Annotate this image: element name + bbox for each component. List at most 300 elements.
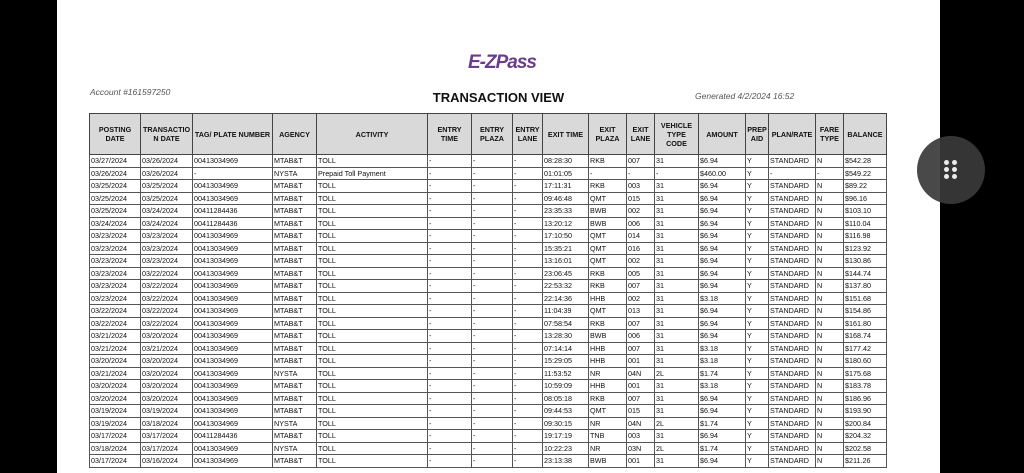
table-cell: - [428, 167, 472, 180]
table-cell: $151.68 [844, 292, 887, 305]
table-cell: MTAB&T [273, 380, 317, 393]
table-cell: STANDARD [769, 280, 816, 293]
generated-timestamp: Generated 4/2/2024 16:52 [695, 91, 795, 101]
table-cell: N [816, 155, 844, 168]
table-cell: 00413034969 [193, 442, 273, 455]
table-cell: STANDARD [769, 267, 816, 280]
table-cell: $6.94 [699, 192, 746, 205]
table-cell: N [816, 192, 844, 205]
table-cell: NYSTA [273, 367, 317, 380]
table-cell: - [472, 217, 513, 230]
table-cell: 11:04:39 [543, 305, 589, 318]
table-cell: 23:13:38 [543, 455, 589, 468]
table-cell: MTAB&T [273, 242, 317, 255]
table-cell: $154.86 [844, 305, 887, 318]
table-cell: - [428, 305, 472, 318]
table-cell: 03/25/2024 [141, 192, 193, 205]
table-cell: 00413034969 [193, 292, 273, 305]
table-cell: $3.18 [699, 292, 746, 305]
table-cell: 03/23/2024 [90, 280, 141, 293]
table-cell: 03/22/2024 [90, 305, 141, 318]
table-cell: - [472, 155, 513, 168]
table-cell: 31 [655, 205, 699, 218]
table-cell: RKB [589, 155, 627, 168]
table-cell: 03/23/2024 [90, 242, 141, 255]
table-cell: 03/21/2024 [90, 330, 141, 343]
table-cell: - [513, 292, 543, 305]
table-cell: - [428, 230, 472, 243]
table-cell: - [428, 280, 472, 293]
table-cell: N [816, 180, 844, 193]
table-cell: 03/22/2024 [141, 305, 193, 318]
table-cell: Y [746, 180, 769, 193]
table-cell: MTAB&T [273, 317, 317, 330]
table-row [90, 180, 887, 193]
column-header: POSTING DATE [90, 114, 141, 155]
table-cell: 09:30:15 [543, 417, 589, 430]
table-cell: MTAB&T [273, 205, 317, 218]
table-cell: - [769, 167, 816, 180]
table-cell: BWB [589, 205, 627, 218]
table-cell: STANDARD [769, 392, 816, 405]
table-cell: STANDARD [769, 342, 816, 355]
table-cell: N [816, 292, 844, 305]
table-cell: $180.60 [844, 355, 887, 368]
table-cell: N [816, 280, 844, 293]
table-cell: 002 [627, 292, 655, 305]
table-cell: $6.94 [699, 155, 746, 168]
table-cell: 31 [655, 392, 699, 405]
table-cell: $211.26 [844, 455, 887, 468]
table-cell: $6.94 [699, 392, 746, 405]
table-cell: 22:53:32 [543, 280, 589, 293]
table-cell: NYSTA [273, 442, 317, 455]
table-cell: 31 [655, 430, 699, 443]
table-cell: - [513, 180, 543, 193]
table-cell: $3.18 [699, 342, 746, 355]
table-row [90, 430, 887, 443]
table-cell: $103.10 [844, 205, 887, 218]
table-cell: QMT [589, 405, 627, 418]
table-cell: - [472, 255, 513, 268]
table-row [90, 442, 887, 455]
table-row [90, 417, 887, 430]
table-cell: 03/20/2024 [141, 355, 193, 368]
table-cell: 31 [655, 342, 699, 355]
table-cell: N [816, 317, 844, 330]
table-cell: N [816, 380, 844, 393]
table-cell: 31 [655, 280, 699, 293]
column-header: EXIT LANE [627, 114, 655, 155]
table-cell: 00413034969 [193, 330, 273, 343]
table-cell: - [472, 430, 513, 443]
table-cell: - [428, 255, 472, 268]
column-header: ENTRY TIME [428, 114, 472, 155]
table-cell: STANDARD [769, 230, 816, 243]
table-cell: $3.18 [699, 380, 746, 393]
table-cell: - [816, 167, 844, 180]
table-cell: RKB [589, 267, 627, 280]
table-cell: - [472, 167, 513, 180]
table-cell: $1.74 [699, 367, 746, 380]
table-cell: 03/21/2024 [141, 342, 193, 355]
table-cell: $6.94 [699, 180, 746, 193]
table-cell: 007 [627, 342, 655, 355]
table-cell: $137.80 [844, 280, 887, 293]
table-cell: TOLL [317, 355, 428, 368]
table-cell: - [513, 430, 543, 443]
table-cell: MTAB&T [273, 192, 317, 205]
table-cell: 11:53:52 [543, 367, 589, 380]
table-cell: 00413034969 [193, 405, 273, 418]
table-cell: TOLL [317, 267, 428, 280]
table-cell: 10:22:23 [543, 442, 589, 455]
column-header: EXIT TIME [543, 114, 589, 155]
table-cell: 03/19/2024 [90, 405, 141, 418]
table-cell: N [816, 205, 844, 218]
table-cell: TOLL [317, 455, 428, 468]
table-row [90, 455, 887, 468]
table-cell: N [816, 230, 844, 243]
table-cell: STANDARD [769, 317, 816, 330]
table-cell: N [816, 442, 844, 455]
table-cell: - [428, 180, 472, 193]
table-cell: Y [746, 342, 769, 355]
table-cell: 03/21/2024 [90, 342, 141, 355]
table-cell: Y [746, 355, 769, 368]
table-cell: TOLL [317, 205, 428, 218]
table-cell: - [513, 267, 543, 280]
table-cell: QMT [589, 305, 627, 318]
table-row [90, 330, 887, 343]
table-cell: N [816, 342, 844, 355]
table-cell: STANDARD [769, 242, 816, 255]
table-cell: - [513, 355, 543, 368]
table-cell: 03/20/2024 [90, 355, 141, 368]
table-cell: 07:14:14 [543, 342, 589, 355]
table-cell: 001 [627, 380, 655, 393]
table-cell: 03/17/2024 [90, 430, 141, 443]
table-cell: 00413034969 [193, 417, 273, 430]
transaction-table [89, 113, 887, 468]
table-cell: - [589, 167, 627, 180]
table-cell: - [472, 242, 513, 255]
table-cell: 08:05:18 [543, 392, 589, 405]
table-cell: - [428, 242, 472, 255]
table-cell: Y [746, 430, 769, 443]
table-cell: $6.94 [699, 205, 746, 218]
column-header: TRANSACTIO N DATE [141, 114, 193, 155]
table-cell: 00411284436 [193, 205, 273, 218]
table-cell: $6.94 [699, 230, 746, 243]
table-cell: NR [589, 367, 627, 380]
table-cell: TOLL [317, 180, 428, 193]
table-row [90, 217, 887, 230]
table-cell: - [513, 317, 543, 330]
table-cell: 003 [627, 430, 655, 443]
table-cell: 31 [655, 242, 699, 255]
table-cell: $549.22 [844, 167, 887, 180]
table-cell: 03/25/2024 [90, 205, 141, 218]
table-cell: 03/20/2024 [141, 330, 193, 343]
table-cell: - [472, 280, 513, 293]
table-cell: 001 [627, 455, 655, 468]
table-cell: MTAB&T [273, 455, 317, 468]
table-cell: RKB [589, 180, 627, 193]
table-cell: HHB [589, 292, 627, 305]
table-cell: HHB [589, 342, 627, 355]
table-cell: RKB [589, 392, 627, 405]
table-cell: - [513, 342, 543, 355]
table-cell: $6.94 [699, 280, 746, 293]
table-cell: - [472, 317, 513, 330]
table-cell: 014 [627, 230, 655, 243]
table-cell: 00413034969 [193, 192, 273, 205]
table-cell: $183.78 [844, 380, 887, 393]
table-cell: 00413034969 [193, 392, 273, 405]
table-row [90, 305, 887, 318]
table-cell: $130.86 [844, 255, 887, 268]
table-cell: MTAB&T [273, 292, 317, 305]
table-cell: - [513, 367, 543, 380]
table-cell: Y [746, 292, 769, 305]
table-cell: Y [746, 405, 769, 418]
table-cell: QMT [589, 255, 627, 268]
table-cell: - [472, 355, 513, 368]
table-cell: 03/17/2024 [141, 430, 193, 443]
table-cell: N [816, 330, 844, 343]
table-cell: Y [746, 192, 769, 205]
table-cell: 15:35:21 [543, 242, 589, 255]
table-cell: - [193, 167, 273, 180]
table-cell: $3.18 [699, 355, 746, 368]
table-cell: 31 [655, 192, 699, 205]
table-cell: 03/17/2024 [141, 442, 193, 455]
table-cell: 2L [655, 367, 699, 380]
table-cell: 03/18/2024 [90, 442, 141, 455]
table-cell: STANDARD [769, 417, 816, 430]
table-cell: 00411284436 [193, 217, 273, 230]
table-cell: 007 [627, 155, 655, 168]
table-cell: 22:14:36 [543, 292, 589, 305]
table-cell: TOLL [317, 280, 428, 293]
table-cell: $123.92 [844, 242, 887, 255]
table-cell: - [428, 417, 472, 430]
ezpass-logo: E-ZPass [468, 52, 536, 73]
table-cell: 03/16/2024 [141, 455, 193, 468]
table-cell: 03/18/2024 [141, 417, 193, 430]
table-cell: QMT [589, 192, 627, 205]
table-cell: $144.74 [844, 267, 887, 280]
table-cell: 003 [627, 180, 655, 193]
column-header: ENTRY LANE [513, 114, 543, 155]
grid-dots-icon[interactable] [917, 136, 985, 204]
table-cell: - [428, 267, 472, 280]
column-header: TAG/ PLATE NUMBER [193, 114, 273, 155]
account-number: Account #161597250 [90, 87, 171, 97]
column-header: AGENCY [273, 114, 317, 155]
table-cell: STANDARD [769, 442, 816, 455]
table-cell: TOLL [317, 155, 428, 168]
table-cell: N [816, 430, 844, 443]
table-cell: TOLL [317, 292, 428, 305]
table-cell: STANDARD [769, 155, 816, 168]
table-cell: 00413034969 [193, 267, 273, 280]
table-cell: 03/23/2024 [141, 242, 193, 255]
table-cell: $200.84 [844, 417, 887, 430]
table-cell: $6.94 [699, 430, 746, 443]
table-cell: - [428, 355, 472, 368]
table-cell: TOLL [317, 442, 428, 455]
table-cell: STANDARD [769, 430, 816, 443]
table-cell: BWB [589, 455, 627, 468]
table-cell: 03/26/2024 [141, 155, 193, 168]
column-header: PREP AID [746, 114, 769, 155]
table-cell: - [472, 380, 513, 393]
table-cell: 2L [655, 417, 699, 430]
table-cell: - [513, 280, 543, 293]
table-cell: N [816, 355, 844, 368]
table-cell: STANDARD [769, 255, 816, 268]
table-cell: Y [746, 280, 769, 293]
table-cell: STANDARD [769, 217, 816, 230]
table-cell: TOLL [317, 317, 428, 330]
table-cell: STANDARD [769, 455, 816, 468]
table-cell: 01:01:05 [543, 167, 589, 180]
table-body [90, 155, 887, 468]
table-cell: MTAB&T [273, 267, 317, 280]
table-cell: $6.94 [699, 405, 746, 418]
table-cell: STANDARD [769, 330, 816, 343]
table-cell: 03/23/2024 [141, 230, 193, 243]
table-cell: N [816, 455, 844, 468]
table-cell: TOLL [317, 405, 428, 418]
table-cell: MTAB&T [273, 280, 317, 293]
table-cell: TOLL [317, 230, 428, 243]
table-cell: 007 [627, 392, 655, 405]
table-cell: 03/21/2024 [90, 367, 141, 380]
table-cell: - [428, 155, 472, 168]
document-page [57, 0, 940, 473]
table-cell: 03/27/2024 [90, 155, 141, 168]
table-cell: 03/22/2024 [141, 267, 193, 280]
table-cell: - [513, 217, 543, 230]
table-cell: 03/20/2024 [141, 367, 193, 380]
table-row [90, 167, 887, 180]
table-cell: 08:28:30 [543, 155, 589, 168]
table-cell: 03/22/2024 [141, 280, 193, 293]
table-cell: N [816, 367, 844, 380]
table-cell: Y [746, 205, 769, 218]
table-cell: Y [746, 305, 769, 318]
table-cell: 23:06:45 [543, 267, 589, 280]
table-cell: 10:59:09 [543, 380, 589, 393]
table-cell: $177.42 [844, 342, 887, 355]
table-cell: MTAB&T [273, 392, 317, 405]
table-cell: 03/25/2024 [90, 192, 141, 205]
table-cell: 005 [627, 267, 655, 280]
table-cell: $542.28 [844, 155, 887, 168]
table-cell: 03/23/2024 [90, 255, 141, 268]
table-cell: - [472, 392, 513, 405]
table-cell: - [428, 330, 472, 343]
table-row [90, 355, 887, 368]
table-cell: $6.94 [699, 317, 746, 330]
table-row [90, 155, 887, 168]
table-cell: $6.94 [699, 267, 746, 280]
table-cell: STANDARD [769, 305, 816, 318]
table-cell: $6.94 [699, 305, 746, 318]
table-cell: Y [746, 217, 769, 230]
table-cell: - [472, 342, 513, 355]
table-cell: N [816, 417, 844, 430]
table-row [90, 192, 887, 205]
table-cell: - [472, 367, 513, 380]
table-cell: 00413034969 [193, 355, 273, 368]
table-cell: 03/19/2024 [90, 417, 141, 430]
table-cell: MTAB&T [273, 155, 317, 168]
table-cell: 31 [655, 405, 699, 418]
table-cell: - [428, 455, 472, 468]
table-cell: - [513, 392, 543, 405]
table-cell: 03/23/2024 [90, 267, 141, 280]
table-cell: 00413034969 [193, 367, 273, 380]
table-cell: 03/24/2024 [141, 217, 193, 230]
table-cell: MTAB&T [273, 180, 317, 193]
column-header: VEHICLE TYPE CODE [655, 114, 699, 155]
table-cell: TOLL [317, 380, 428, 393]
table-cell: 00413034969 [193, 342, 273, 355]
table-cell: Y [746, 317, 769, 330]
table-cell: 23:35:33 [543, 205, 589, 218]
table-cell: $6.94 [699, 455, 746, 468]
table-cell: N [816, 267, 844, 280]
table-row [90, 242, 887, 255]
table-row [90, 205, 887, 218]
table-cell: 03N [627, 442, 655, 455]
table-cell: Y [746, 230, 769, 243]
table-cell: HHB [589, 355, 627, 368]
table-cell: 016 [627, 242, 655, 255]
table-cell: 31 [655, 330, 699, 343]
table-cell: - [472, 405, 513, 418]
table-cell: Y [746, 330, 769, 343]
table-cell: Y [746, 380, 769, 393]
table-cell: TOLL [317, 430, 428, 443]
table-cell: TOLL [317, 192, 428, 205]
table-cell: MTAB&T [273, 355, 317, 368]
table-cell: Y [746, 255, 769, 268]
table-cell: STANDARD [769, 292, 816, 305]
table-cell: 002 [627, 255, 655, 268]
table-cell: 31 [655, 230, 699, 243]
table-cell: TOLL [317, 367, 428, 380]
table-cell: - [513, 380, 543, 393]
table-cell: NR [589, 417, 627, 430]
table-cell: MTAB&T [273, 405, 317, 418]
table-cell: - [428, 342, 472, 355]
table-cell: 00413034969 [193, 305, 273, 318]
table-cell: Y [746, 367, 769, 380]
column-header: ENTRY PLAZA [472, 114, 513, 155]
table-cell: HHB [589, 380, 627, 393]
table-cell: $161.80 [844, 317, 887, 330]
table-row [90, 317, 887, 330]
table-cell: 00413034969 [193, 317, 273, 330]
table-cell: - [513, 330, 543, 343]
table-cell: TOLL [317, 242, 428, 255]
table-cell: RKB [589, 317, 627, 330]
